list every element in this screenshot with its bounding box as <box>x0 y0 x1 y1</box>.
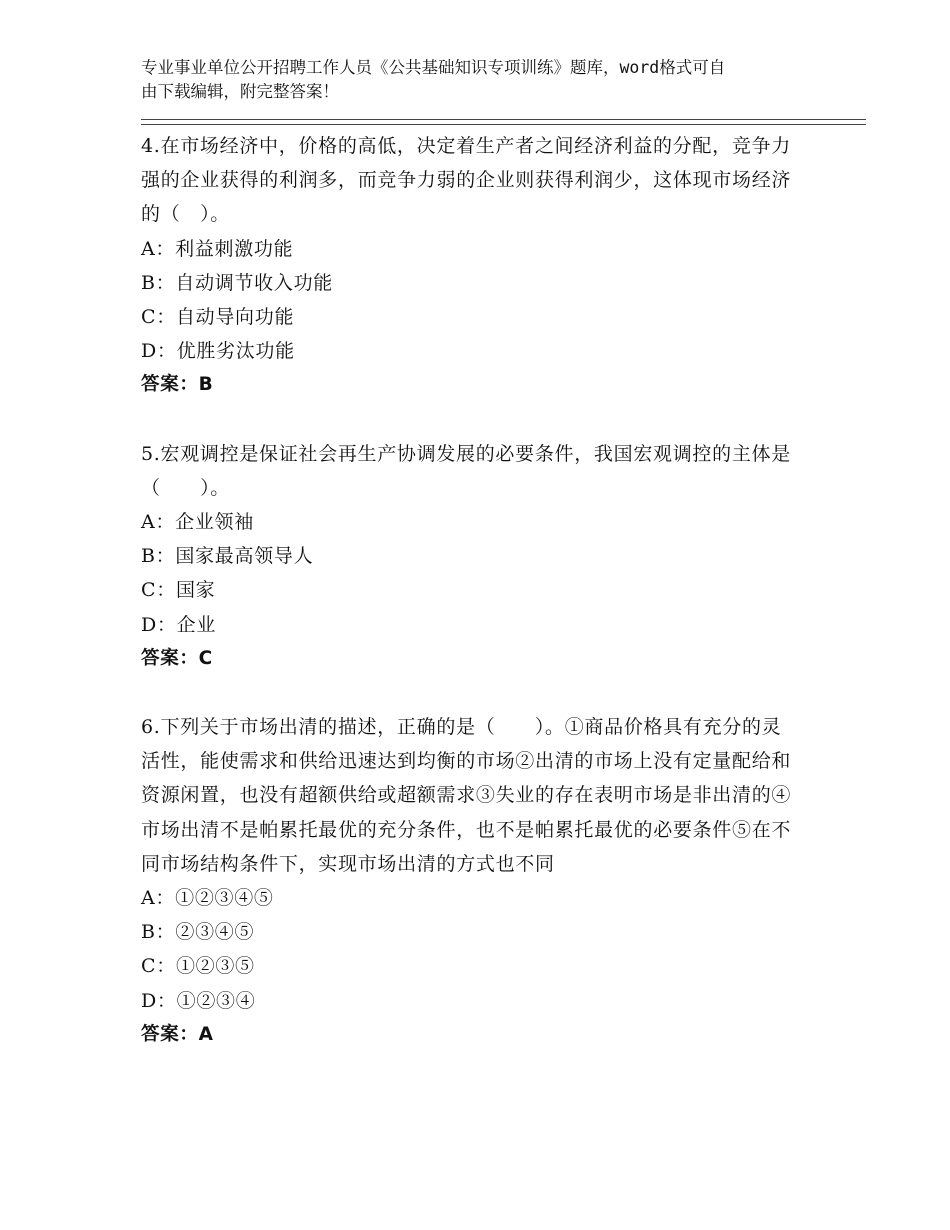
option-c: C：自动导向功能 <box>141 306 295 329</box>
option-b: B：自动调节收入功能 <box>141 271 333 294</box>
option-a: A：企业领袖 <box>141 511 254 534</box>
option-d: D：①②③④ <box>141 989 256 1012</box>
option-d: D：企业 <box>141 613 217 636</box>
question-text: 5.宏观调控是保证社会再生产协调发展的必要条件，我国宏观调控的主体是（ ）。 <box>141 442 791 499</box>
answer: 答案：A <box>141 1023 214 1045</box>
page-header <box>141 56 801 104</box>
header-line-1: 专业事业单位公开招聘工作人员《公共基础知识专项训练》题库，word格式可自 <box>141 58 726 77</box>
spacer <box>141 403 801 437</box>
answer: 答案：C <box>141 647 213 669</box>
question-5 <box>141 437 801 676</box>
question-6 <box>141 710 801 1052</box>
option-a: A：利益刺激功能 <box>141 237 294 260</box>
question-text: 6.下列关于市场出清的描述，正确的是（ ）。①商品价格具有充分的灵活性，能使需求和供给迅速达到均衡的市场②出清的市场上没有定量配给和资源闲置，也没有超额供给或超额需求③失业的存在表明市场是非出清的④市场出清不是帕累托最优的充分条件，也不是帕累托最优的必要条件⑤在不同市场结构条件下，实现市场出清的方式也不同 <box>141 716 792 875</box>
option-c: C：国家 <box>141 579 216 602</box>
option-a: A：①②③④⑤ <box>141 887 274 910</box>
header-rule-thin <box>141 124 866 125</box>
question-4 <box>141 129 801 403</box>
spacer <box>141 676 801 710</box>
option-d: D：优胜劣汰功能 <box>141 340 295 363</box>
option-b: B：国家最高领导人 <box>141 545 314 568</box>
answer: 答案：B <box>141 374 214 396</box>
question-list <box>141 129 801 1052</box>
option-c: C：①②③⑤ <box>141 955 255 978</box>
header-line-2: 由下载编辑，附完整答案！ <box>141 82 339 101</box>
header-rule-thick <box>141 119 866 120</box>
question-text: 4.在市场经济中，价格的高低，决定着生产者之间经济利益的分配，竞争力强的企业获得的利润多，而竞争力弱的企业则获得利润少，这体现市场经济的（ ）。 <box>141 135 792 226</box>
option-b: B：②③④⑤ <box>141 921 255 944</box>
